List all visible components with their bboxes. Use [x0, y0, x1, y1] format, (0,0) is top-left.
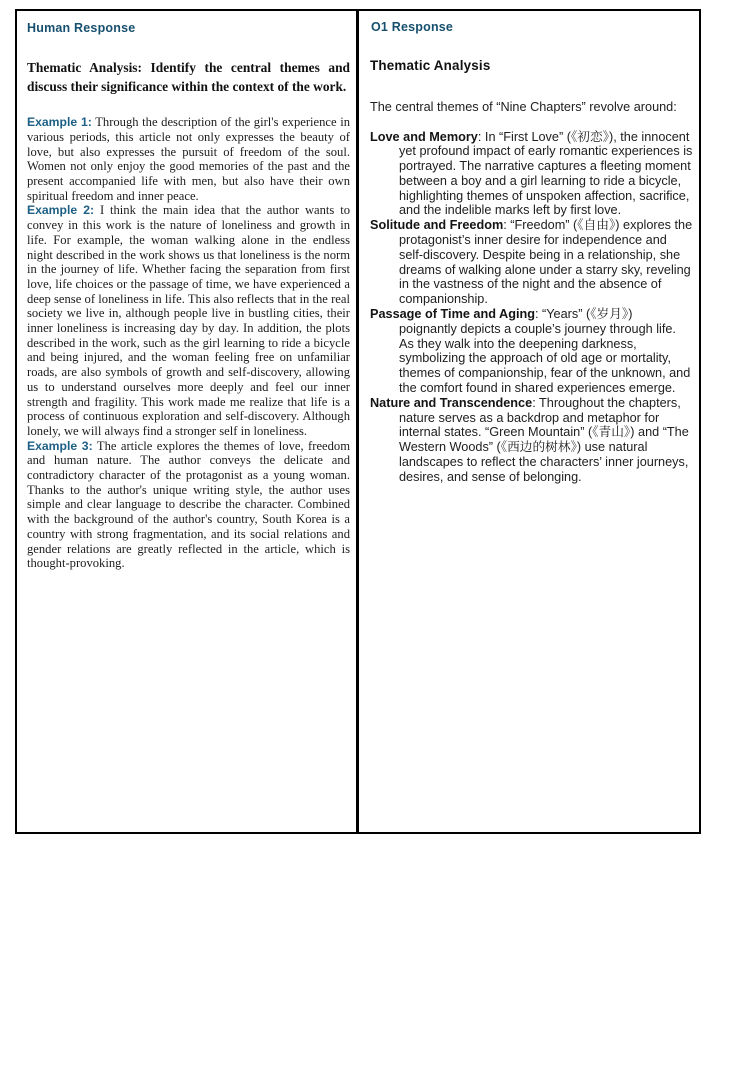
- theme-1-name: Love and Memory: [370, 129, 478, 144]
- example-paragraph-3: [27, 439, 350, 571]
- theme-list: [370, 130, 693, 485]
- theme-2-text: : “Freedom” (《自由》) explores the protagonist’s inner desire for independence and self-discovery. Despite being in a relationship, she dreams of walking alone under a starry sky, reveling in the vastness of the night and the absence of companionship.: [399, 218, 693, 307]
- theme-item-love-and-memory: [370, 130, 693, 219]
- theme-2-name: Solitude and Freedom: [370, 218, 504, 233]
- theme-item-passage-of-time-and-aging: [370, 307, 693, 396]
- example-1-label: Example 1:: [27, 115, 92, 130]
- thematic-analysis-heading: Thematic Analysis: [370, 58, 491, 73]
- example-1-text: Through the description of the girl's experience in various periods, this article not only expresses the beauty of love, but also expresses the pursuit of freedom of the soul. Women not only enjoy the good memories of the past and the present accompanied life with men, but also have their own spiritual freedom and inner peace.: [27, 115, 351, 203]
- example-2-label: Example 2:: [27, 203, 95, 218]
- theme-4-text: : Throughout the chapters, nature serves as a backdrop and metaphor for internal states. “Green Mountain” (《青山》) and “The Western Woods” (《西边的树林》) use natural landscapes to reflect the characters’ inner journeys, desires, and sense of belonging.: [399, 395, 689, 484]
- o1-response-panel: [357, 9, 701, 834]
- example-paragraph-1: [27, 115, 350, 203]
- human-response-panel-title: Human Response: [27, 21, 136, 35]
- example-3-text: The article explores the themes of love, freedom and human nature. The author conveys the delicate and contradictory character of the protagonist as a young woman. Thanks to the author's unique writing style, the author uses simple and clear language to describe the character. Combined with the background of the author's country, South Korea is a country with strong fragmentation, and its social relations and gender relations are greatly reflected in the article, which is thought-provoking.: [27, 438, 351, 571]
- example-list: [26, 115, 350, 571]
- theme-item-nature-and-transcendence: [370, 396, 693, 485]
- themes-intro-text: The central themes of “Nine Chapters” revolve around:: [370, 100, 677, 114]
- example-3-label: Example 3:: [27, 438, 93, 453]
- theme-item-solitude-and-freedom: [370, 218, 693, 307]
- example-paragraph-2: [27, 203, 350, 438]
- theme-4-name: Nature and Transcendence: [370, 395, 533, 410]
- prompt-text: Thematic Analysis: Identify the central themes and discuss their significance within the context of the work.: [27, 60, 350, 94]
- theme-3-name: Passage of Time and Aging: [370, 307, 535, 322]
- human-response-panel: [15, 9, 358, 834]
- theme-3-text: : “Years” (《岁月》) poignantly depicts a couple’s journey through life. As they walk into the deepening darkness, symbolizing the approach of old age or mortality, themes of companionship, fear of the unknown, and the comfort found in shared experiences emerge.: [399, 307, 691, 396]
- theme-1-text: : In “First Love” (《初恋》), the innocent yet profound impact of early romantic experiences is portrayed. The narrative captures a fleeting moment between a boy and a girl learning to ride a bicycle, highlighting themes of unspoken affection, sacrifice, and the indelible marks left by first love.: [399, 129, 693, 218]
- o1-response-panel-title: O1 Response: [371, 20, 454, 34]
- example-2-text: I think the main idea that the author wants to convey in this work is the nature of loneliness and growth in life. For example, the woman walking alone in the endless night described in the work shows us that loneliness is the norm in the journey of life. Whether facing the separation from first love, life choices or the passage of time, we have experienced a deep sense of loneliness in life. This also reflects that in the real society we live in, although people live in bustling cities, their inner loneliness is increasing day by day. In addition, the plots described in the work, such as the girl learning to ride a bicycle and being injured, and the woman feeling free on unfamiliar roads, are also symbols of growth and self-discovery, allowing us to understand ourselves more deeply and feel our inner strength and fragility. This work made me realize that life is a process of continuous exploration and self-discovery. Although lonely, we will always find a stronger self in loneliness.: [27, 203, 350, 438]
